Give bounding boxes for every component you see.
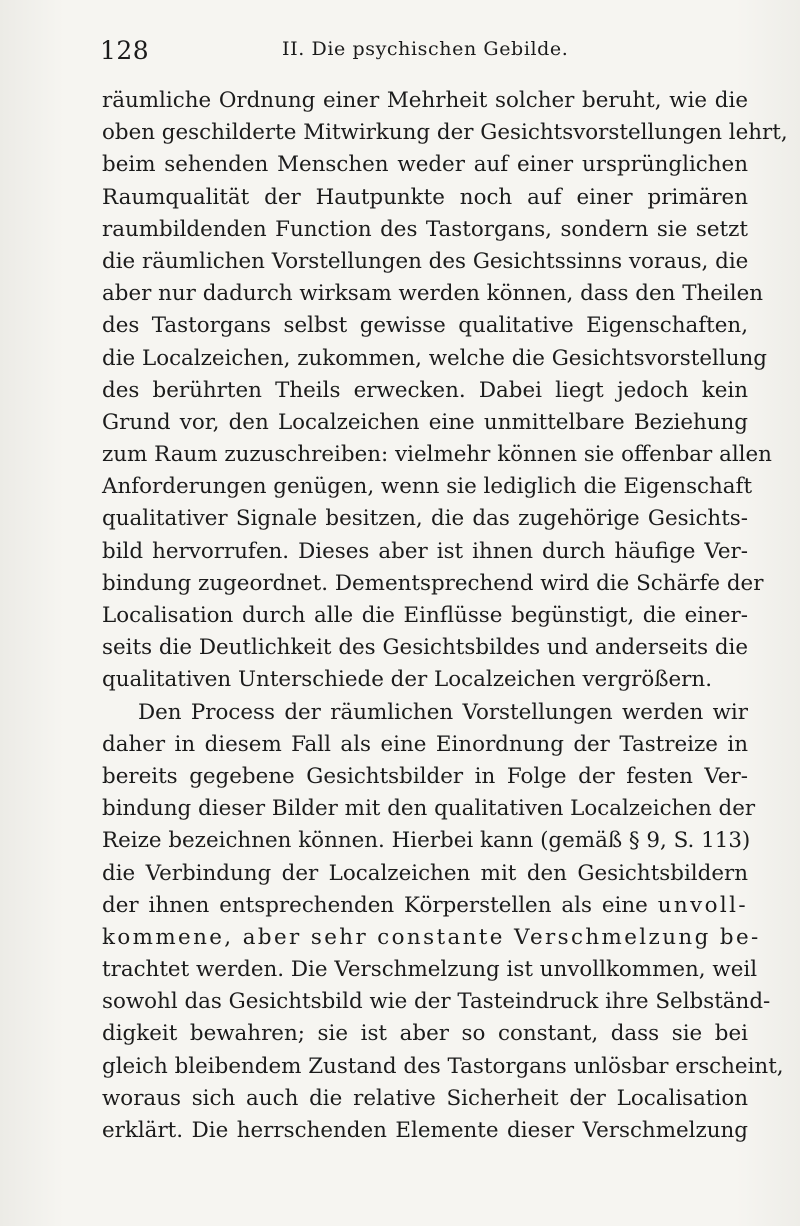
spaced-emphasis: unvoll-	[657, 892, 748, 918]
text-line: oben geschilderte Mitwirkung der Gesichtsvorstellungen lehrt,	[102, 120, 788, 146]
paragraph-start-line: Den Process der räumlichen Vorstellungen werden wir	[138, 699, 748, 725]
text-line: bild hervorrufen. Dieses aber ist ihnen durch häufige Ver-	[102, 538, 748, 564]
text-line: des berührten Theils erwecken. Dabei liegt jedoch kein	[102, 377, 748, 403]
text-line: daher in diesem Fall als eine Einordnung der Tastreize in	[102, 731, 748, 757]
text-line: seits die Deutlichkeit des Gesichtsbildes und anderseits die	[102, 635, 749, 661]
text-line: trachtet werden. Die Verschmelzung ist unvollkommen, weil	[102, 957, 758, 983]
text-line: die Localzeichen, zukommen, welche die Gesichtsvorstellung	[102, 345, 767, 371]
text-line: Reize bezeichnen können. Hierbei kann (gemäß § 9, S. 113)	[102, 828, 751, 854]
text-line: woraus sich auch die relative Sicherheit der Localisation	[102, 1085, 748, 1111]
text-line: raumbildenden Function des Tastorgans, sondern sie setzt	[102, 216, 748, 242]
text-line: bindung dieser Bilder mit den qualitativen Localzeichen der	[102, 796, 756, 822]
text-line: sowohl das Gesichtsbild wie der Tasteindruck ihre Selbständ-	[102, 989, 771, 1015]
text-line: beim sehenden Menschen weder auf einer ursprünglichen	[102, 152, 748, 178]
text-line: aber nur dadurch wirksam werden können, dass den Theilen	[102, 281, 764, 307]
text-line: gleich bleibendem Zustand des Tastorgans unlösbar erscheint,	[102, 1053, 784, 1079]
text-line: Grund vor, den Localzeichen eine unmittelbare Beziehung	[102, 409, 748, 435]
text-line: bindung zugeordnet. Dementsprechend wird die Schärfe der	[102, 570, 764, 596]
text-segment: der ihnen entsprechenden Körperstellen als eine	[102, 892, 648, 918]
text-line: räumliche Ordnung einer Mehrheit solcher beruht, wie die	[102, 88, 748, 113]
text-line: erklärt. Die herrschenden Elemente dieser Verschmelzung	[102, 1118, 748, 1143]
text-line: Localisation durch alle die Einflüsse begünstigt, die einer-	[102, 603, 748, 628]
text-line: zum Raum zuzuschreiben: vielmehr können sie offenbar allen	[102, 442, 772, 468]
text-line: die Verbindung der Localzeichen mit den Gesichtsbildern	[102, 860, 748, 886]
running-head: II. Die psychischen Gebilde.	[282, 38, 569, 60]
text-line: Anforderungen genügen, wenn sie lediglich die Eigenschaft	[102, 474, 753, 500]
paragraph-end-line: qualitativen Unterschiede der Localzeichen vergrößern.	[102, 667, 712, 693]
page-number: 128	[100, 36, 150, 65]
text-line: bereits gegebene Gesichtsbilder in Folge der festen Ver-	[102, 763, 748, 789]
text-line: digkeit bewahren; sie ist aber so constant, dass sie bei	[102, 1021, 748, 1047]
text-line: Raumqualität der Hautpunkte noch auf einer primären	[102, 184, 748, 210]
text-line: des Tastorgans selbst gewisse qualitative Eigenschaften,	[102, 313, 748, 339]
text-line: qualitativer Signale besitzen, die das zugehörige Gesichts-	[102, 506, 748, 532]
spaced-emphasis-line: kommene, aber sehr constante Verschmelzung be-	[102, 924, 761, 950]
page-header	[100, 36, 748, 70]
body-text	[102, 85, 788, 1147]
text-line: die räumlichen Vorstellungen des Gesichtssinns voraus, die	[102, 248, 749, 274]
text-line-with-spaced-word	[102, 890, 748, 922]
